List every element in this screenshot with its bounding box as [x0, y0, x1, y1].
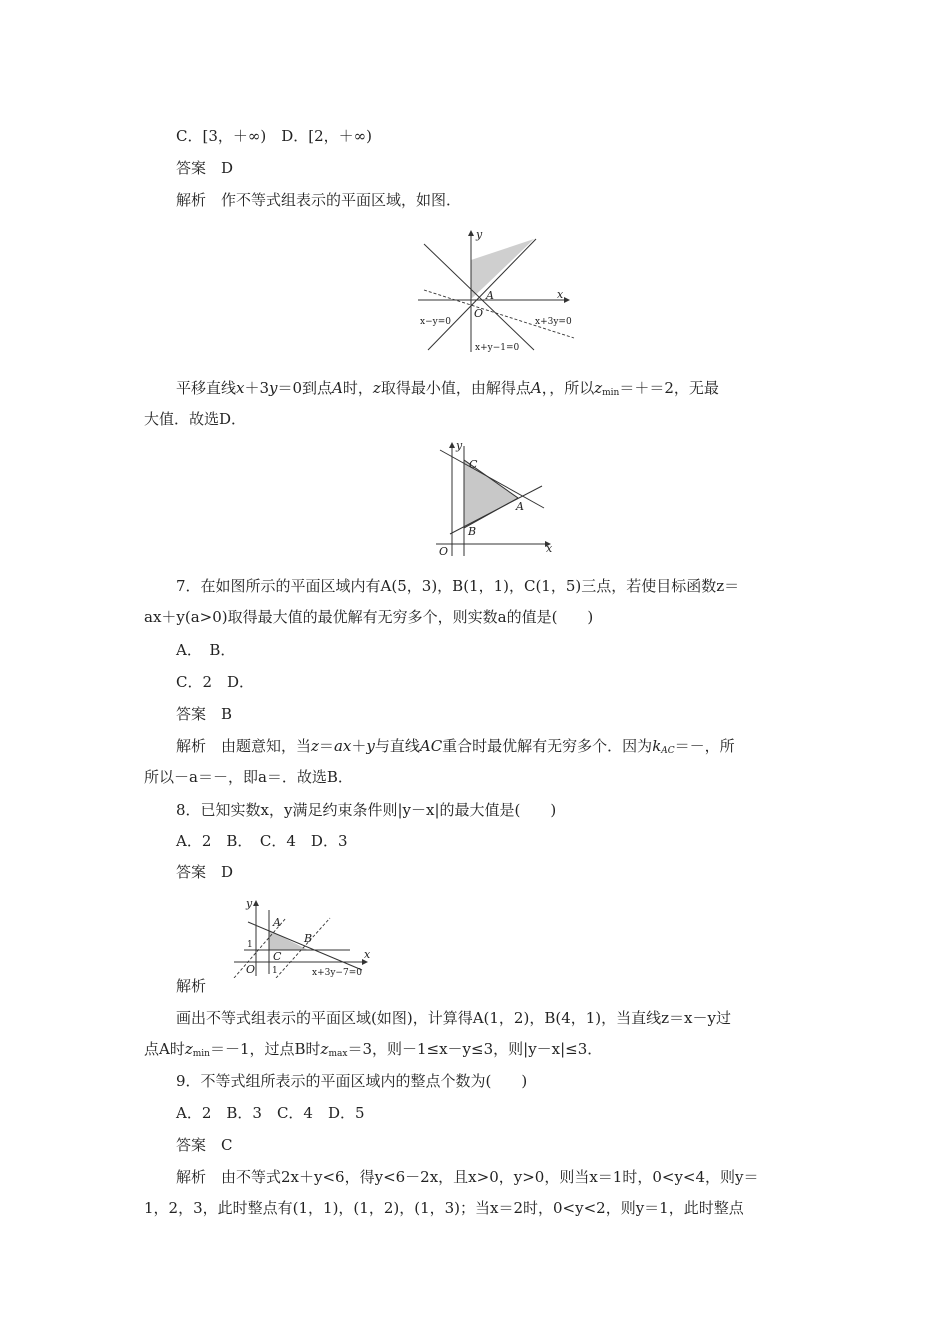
answer-line: 答案 D — [176, 159, 234, 177]
label-one-y: 1 — [247, 940, 253, 950]
label-y: y — [476, 228, 483, 241]
question-7-options-ab: A． B． — [176, 641, 236, 659]
x-axis-arrow — [564, 297, 570, 303]
question-9-analysis-line-1: 解析 由不等式2x＋y<6，得y<6－2x，且x>0，y>0，则当x＝1时，0<y<4，则y＝ — [176, 1168, 759, 1186]
question-7-analysis-line-2: 所以－a＝－，即a＝．故选B． — [144, 768, 353, 786]
question-8-analysis-label: 解析 — [176, 977, 207, 995]
question-9-stem: 9．不等式组所表示的平面区域内的整点个数为( ) — [176, 1072, 528, 1090]
label-b: B — [468, 525, 477, 538]
question-8-options: A．2 B． C．4 D．3 — [176, 832, 348, 850]
question-8-answer: 答案 D — [176, 863, 234, 881]
y-axis-arrow — [449, 442, 455, 448]
question-9-options: A．2 B．3 C．4 D．5 — [176, 1104, 365, 1122]
label-o: O — [474, 307, 484, 320]
label-a: A — [486, 289, 494, 302]
question-7-answer: 答案 B — [176, 705, 233, 723]
line-x-plus-3y-minus-7 — [248, 922, 362, 970]
label-eq-x-plus-3y: x+3y=0 — [535, 317, 572, 327]
paragraph-conclusion-line: 大值．故选D． — [144, 410, 247, 428]
shaded-region — [471, 239, 534, 299]
label-eq: x+3y−7=0 — [312, 968, 362, 978]
label-eq-x-plus-y-minus-1: x+y−1=0 — [475, 343, 520, 353]
label-eq-x-minus-y: x−y=0 — [420, 317, 451, 327]
label-x: x — [557, 288, 564, 301]
question-7-line-1: 7．在如图所示的平面区域内有A(5，3)，B(1，1)，C(1，5)三点，若使目标函数z＝ — [176, 577, 740, 595]
y-axis-arrow — [468, 230, 474, 236]
label-c: C — [273, 950, 282, 963]
question-7-analysis-line-1: 解析 由题意知，当z＝ax＋y与直线AC重合时最优解有无穷多个．因为$k_{AC}=-$，所 — [176, 737, 735, 756]
question-8-analysis-line-1: 画出不等式组表示的平面区域(如图)，计算得A(1，2)，B(4，1)，当直线z＝x－y过 — [176, 1009, 731, 1027]
label-x: x — [546, 542, 553, 555]
label-y: y — [456, 439, 463, 452]
question-9-analysis-line-2: 1，2，3，此时整点有(1，1)，(1，2)，(1，3)；当x＝2时，0<y<2，则y＝1，此时整点 — [144, 1199, 744, 1217]
label-a: A — [516, 500, 524, 513]
question-7-options-cd: C．2 D． — [176, 673, 255, 691]
label-a: A — [273, 916, 281, 929]
question-8-analysis-line-2: 点A时$z_{min}=-1$，过点B时$z_{max}=3$，则－1≤x－y≤3，则|y－x|≤3． — [144, 1040, 603, 1059]
line-x-plus-y-minus-1 — [428, 239, 536, 350]
figure-inequality-region-1 — [414, 226, 594, 356]
label-one-x: 1 — [272, 966, 278, 976]
option-line-c-d: C．[3，＋∞) D．[2，＋∞) — [176, 127, 372, 145]
question-9-answer: 答案 C — [176, 1136, 233, 1154]
analysis-line: 解析 作不等式组表示的平面区域，如图． — [176, 191, 462, 209]
figure-triangle-region — [430, 438, 560, 560]
label-o: O — [439, 545, 449, 558]
y-axis-arrow — [253, 900, 259, 906]
label-y: y — [246, 897, 253, 910]
label-b: B — [304, 932, 313, 945]
paragraph-translate-line: 平移直线x＋3y＝0到点A时，z取得最小值，由解得点A，，所以$z_{min}=+=2$，无最 — [176, 379, 719, 398]
question-8-stem: 8．已知实数x，y满足约束条件则|y－x|的最大值是( ) — [176, 801, 557, 819]
question-7-line-2: ax＋y(a>0)取得最大值的最优解有无穷多个，则实数a的值是( ) — [144, 608, 594, 626]
label-c: C — [469, 458, 478, 471]
label-x: x — [364, 948, 371, 961]
label-o: O — [246, 963, 256, 976]
figure-region-absolute-value — [226, 896, 376, 978]
